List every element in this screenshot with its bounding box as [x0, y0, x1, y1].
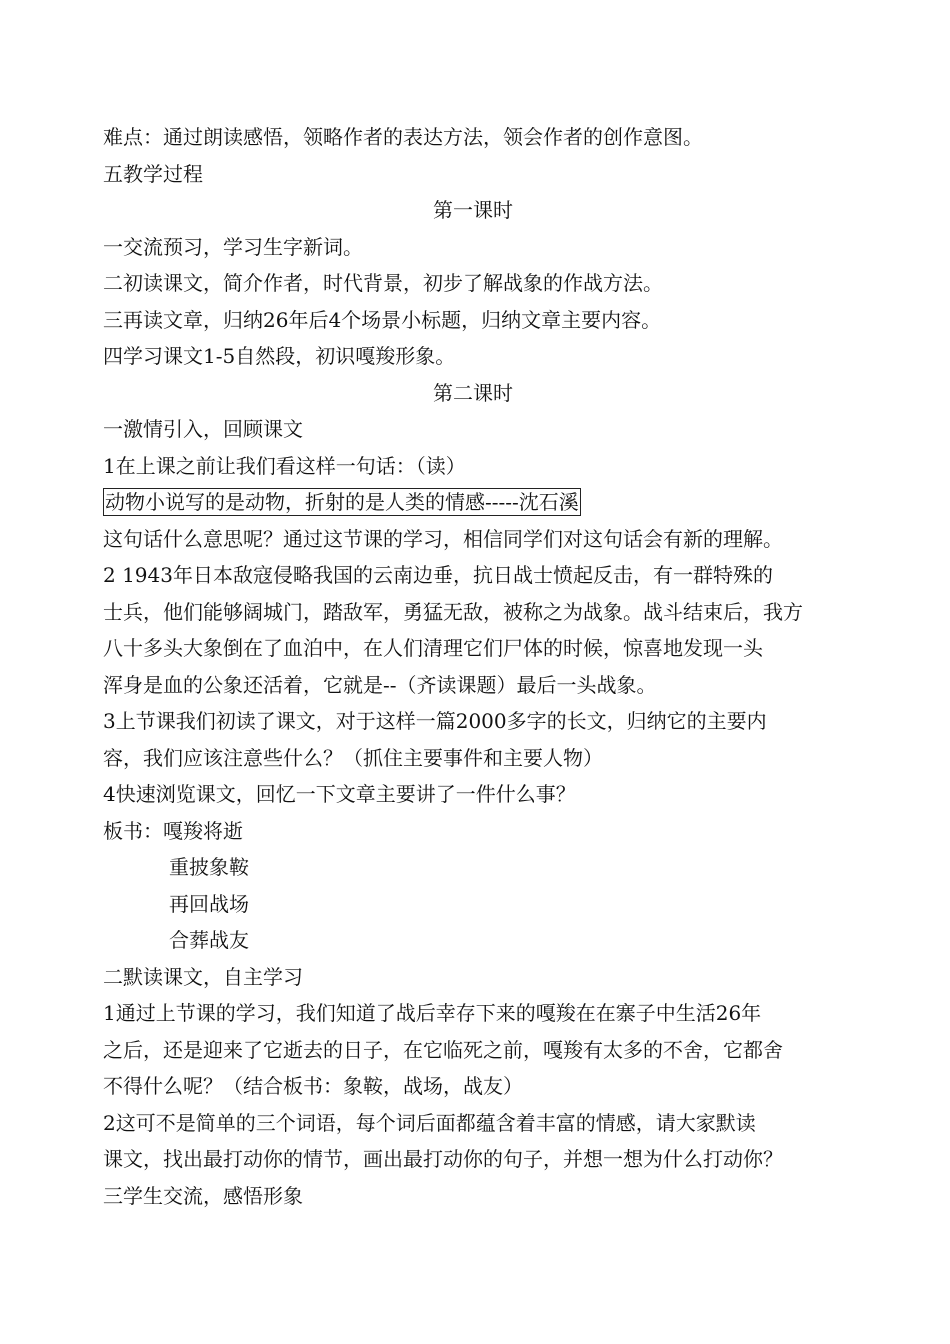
paragraph-line: 八十多头大象倒在了血泊中，在人们清理它们尸体的时候，惊喜地发现一头 [103, 636, 763, 660]
paragraph-line: 不得什么呢？（结合板书：象鞍，战场，战友） [103, 1074, 523, 1098]
paragraph-line: 容，我们应该注意些什么？（抓住主要事件和主要人物） [103, 745, 603, 770]
lesson-one-heading: 第一课时 [433, 198, 513, 222]
paragraph-line: 课文，找出最打动你的情节，画出最打动你的句子，并想一想为什么打动你？ [103, 1147, 783, 1171]
blackboard-heading: 板书：嘎羧将逝 [103, 818, 243, 843]
paragraph-line: 2这可不是简单的三个词语，每个词后面都蕴含着丰富的情感，请大家默读 [103, 1110, 756, 1135]
document-body [103, 119, 863, 1214]
paragraph-line: 4快速浏览课文，回忆一下文章主要讲了一件什么事？ [103, 782, 576, 806]
lesson-one-step-4: 四学习课文1-5自然段，初识嘎羧形象。 [103, 344, 456, 368]
blackboard-item: 再回战场 [169, 891, 249, 916]
section-heading-teaching-process: 五教学过程 [103, 161, 203, 186]
paragraph-line: 之后，还是迎来了它逝去的日子，在它临死之前，嘎羧有太多的不舍，它都舍 [103, 1037, 783, 1062]
lesson-one-step-3: 三再读文章，归纳26年后4个场景小标题，归纳文章主要内容。 [103, 307, 662, 332]
lesson-two-part-1-heading: 一激情引入，回顾课文 [103, 417, 303, 441]
paragraph-line: 士兵，他们能够阔城门，踏敌军，勇猛无敌，被称之为战象。战斗结束后，我方 [103, 599, 803, 624]
lesson-one-step-1: 一交流预习，学习生字新词。 [103, 234, 363, 259]
boxed-quote: 动物小说写的是动物，折射的是人类的情感-----沈石溪 [105, 490, 579, 514]
paragraph-line: 1通过上节课的学习，我们知道了战后幸存下来的嘎羧在在寨子中生活26年 [103, 1001, 762, 1025]
paragraph-line: 这句话什么意思呢？通过这节课的学习，相信同学们对这句话会有新的理解。 [103, 526, 783, 551]
difficulty-line: 难点：通过朗读感悟，领略作者的表达方法，领会作者的创作意图。 [103, 125, 703, 149]
lesson-one-step-2: 二初读课文，简介作者，时代背景，初步了解战象的作战方法。 [103, 271, 663, 295]
lesson-two-part-2-heading: 二默读课文，自主学习 [103, 964, 303, 989]
blackboard-item: 重披象鞍 [169, 855, 249, 879]
paragraph-line: 1在上课之前让我们看这样一句话：（读） [103, 453, 466, 478]
lesson-two-part-3-heading: 三学生交流，感悟形象 [103, 1183, 303, 1208]
paragraph-line: 浑身是血的公象还活着，它就是--（齐读课题）最后一头战象。 [103, 672, 657, 697]
lesson-two-heading: 第二课时 [433, 380, 513, 405]
blackboard-item: 合葬战友 [169, 928, 249, 952]
paragraph-line: 2 1943年日本敌寇侵略我国的云南边垂，抗日战士愤起反击，有一群特殊的 [103, 563, 773, 587]
quote-line [103, 484, 863, 521]
paragraph-line: 3上节课我们初读了课文，对于这样一篇2000多字的长文，归纳它的主要内 [103, 709, 767, 733]
